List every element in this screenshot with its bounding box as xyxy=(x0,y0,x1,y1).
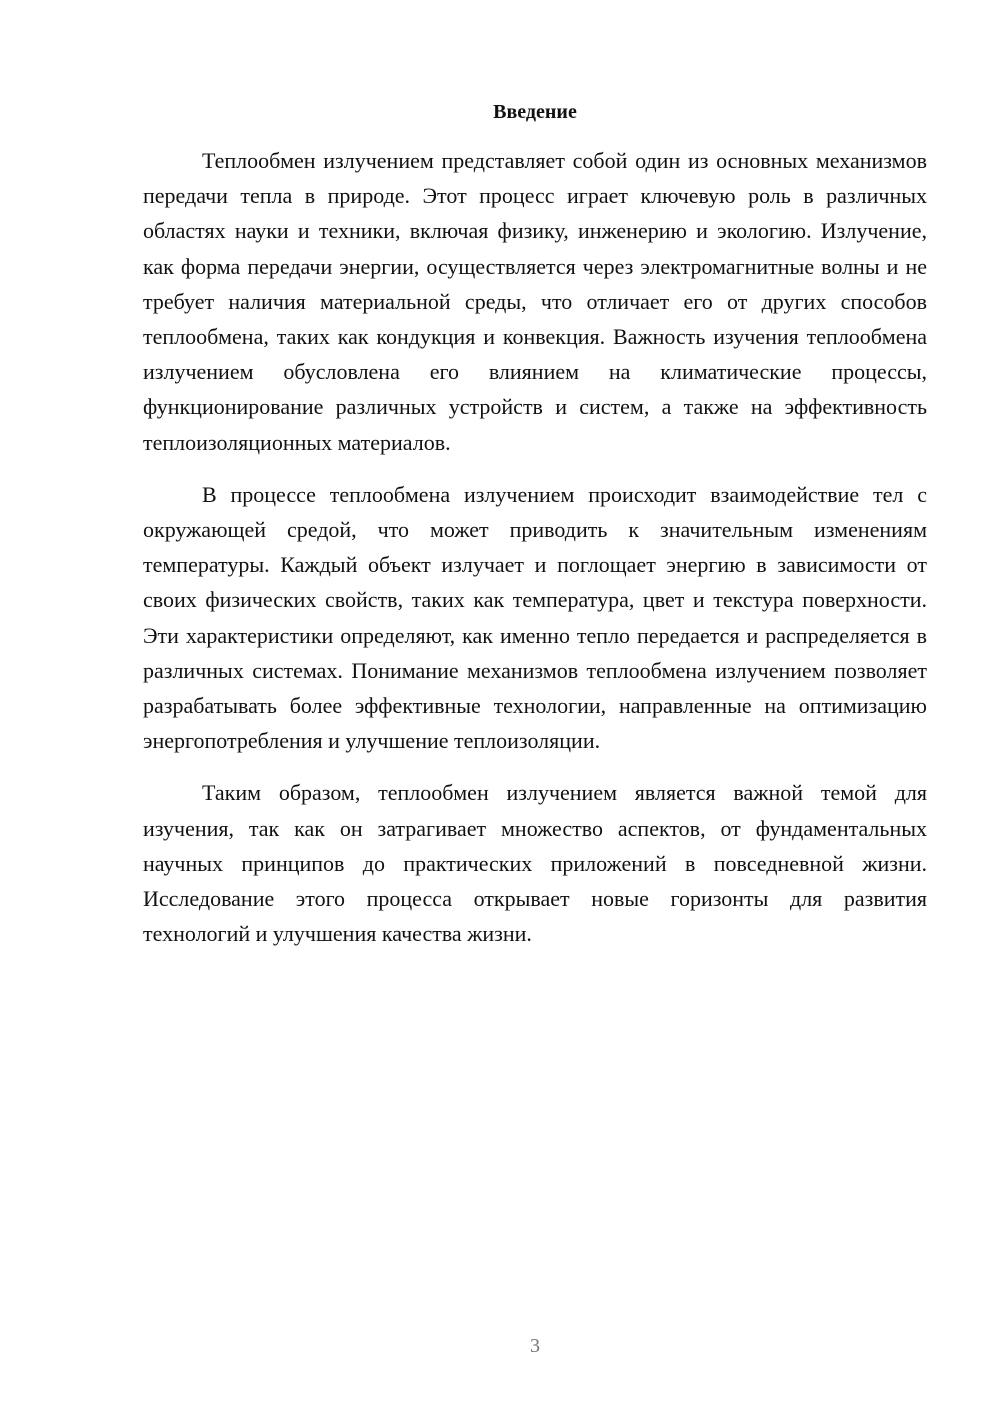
section-title: Введение xyxy=(493,101,577,123)
body-text xyxy=(143,143,927,968)
paragraph-1: Теплообмен излучением представляет собой один из основных механизмов передачи тепла в природе. Этот процесс играет ключевую роль в различных областях науки и техники, включая физику, инженерию и экологию. Излучение, как форма передачи энергии, осуществляется через электромагнитные волны и не требует наличия материальной среды, что отличает его от других способов теплообмена, таких как кондукция и конвекция. Важность изучения теплообмена излучением обусловлена его влиянием на климатические процессы, функционирование различных устройств и систем, а также на эффективность теплоизоляционных материалов. xyxy=(143,148,927,455)
paragraph-2: В процессе теплообмена излучением происходит взаимодействие тел с окружающей средой, что может приводить к значительным изменениям температуры. Каждый объект излучает и поглощает энергию в зависимости от своих физических свойств, таких как температура, цвет и текстура поверхности. Эти характеристики определяют, как именно тепло передается и распределяется в различных системах. Понимание механизмов теплообмена излучением позволяет разрабатывать более эффективные технологии, направленные на оптимизацию энергопотребления и улучшение теплоизоляции. xyxy=(143,481,927,754)
paragraph-3: Таким образом, теплообмен излучением является важной темой для изучения, так как он затрагивает множество аспектов, от фундаментальных научных принципов до практических приложений в повседневной жизни. Исследование этого процесса открывает новые горизонты для развития технологий и улучшения качества жизни. xyxy=(143,780,927,947)
page-number: 3 xyxy=(530,1335,540,1357)
